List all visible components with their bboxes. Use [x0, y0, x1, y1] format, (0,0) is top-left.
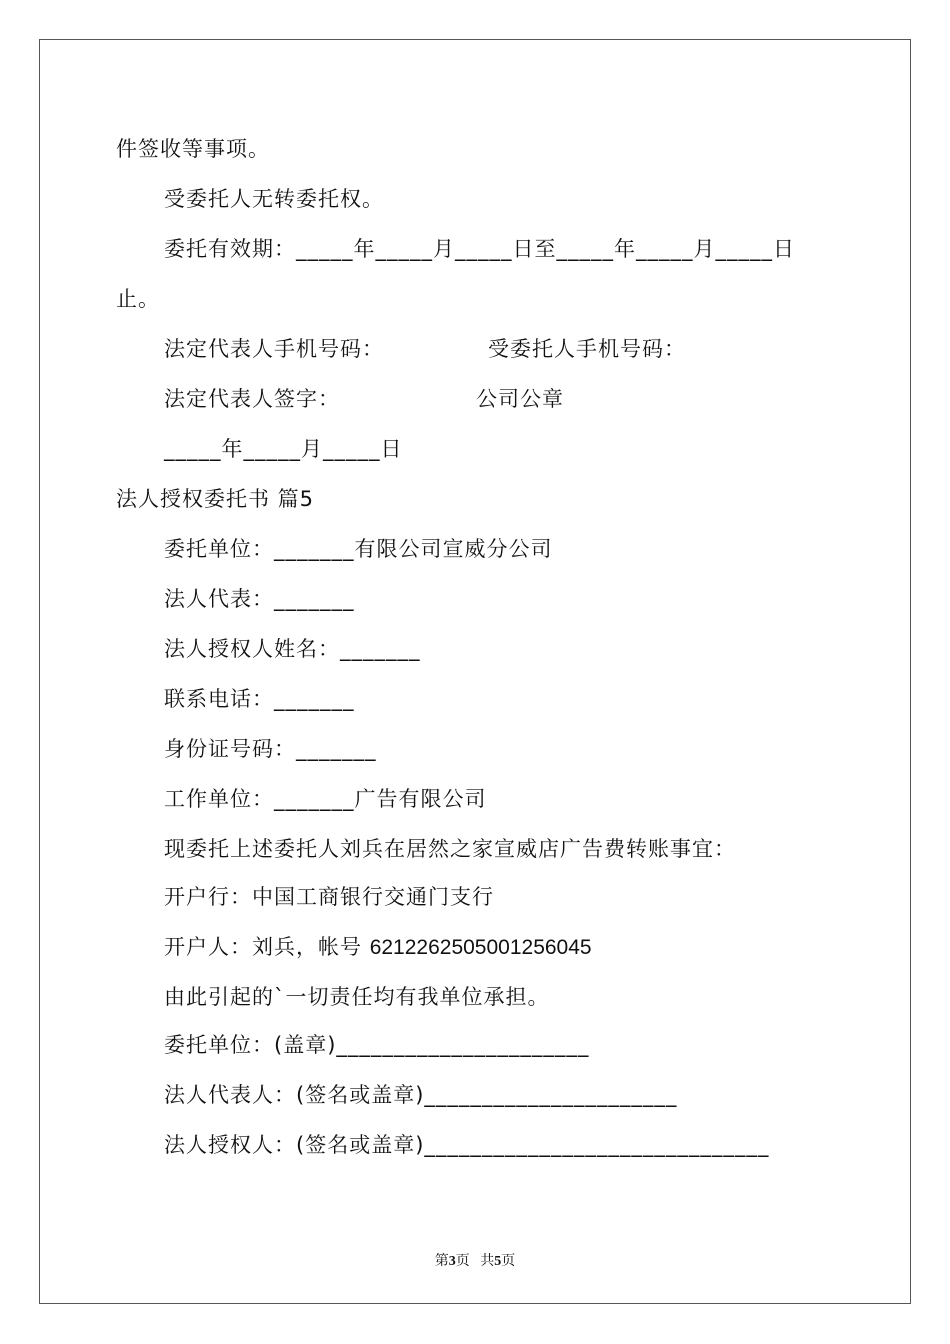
account-number: 6212262505001256045: [369, 936, 592, 959]
company-seal-label: 公司公章: [476, 387, 564, 411]
text-line: 法人代表：_______: [164, 587, 355, 611]
text-line: 法人授权人姓名：_______: [164, 637, 421, 661]
validity-line: 委托有效期：_____年_____月_____日至_____年_____月_____日: [164, 237, 795, 261]
text-line: 身份证号码：_______: [164, 737, 377, 761]
page-frame: [39, 39, 911, 1304]
trustee-phone-label: 受委托人手机号码：: [488, 337, 686, 361]
text-line: 现委托上述委托人刘兵在居然之家宣威店广告费转账事宜：: [164, 837, 736, 861]
footer-page-suffix: 页: [455, 1254, 470, 1269]
text-line: 开户行：中国工商银行交通门支行: [164, 885, 494, 909]
footer-total-prefix: 共: [480, 1254, 495, 1269]
text-line: 委托单位：_______有限公司宣威分公司: [164, 537, 553, 561]
legal-rep-signature-label: 法定代表人签字：: [164, 387, 340, 411]
page-footer: [0, 1250, 950, 1270]
account-holder-label: 开户人：刘兵，帐号: [164, 935, 362, 959]
text-line: 法人授权人：(签名或盖章)______________________________: [164, 1133, 770, 1157]
text-line: 工作单位：_______广告有限公司: [164, 787, 487, 811]
text-line: 联系电话：_______: [164, 687, 355, 711]
legal-rep-phone-label: 法定代表人手机号码：: [164, 337, 384, 361]
footer-total-number: 5: [494, 1254, 502, 1269]
footer-page-number: 3: [448, 1254, 456, 1269]
text-line: 受委托人无转委托权。: [164, 187, 384, 211]
text-line: 件签收等事项。: [116, 137, 270, 161]
account-holder-line: [164, 934, 592, 961]
text-line: 委托单位：(盖章)______________________: [164, 1033, 590, 1057]
footer-total-suffix: 页: [501, 1254, 516, 1269]
text-line: 止。: [116, 287, 160, 311]
footer-page-prefix: 第: [434, 1254, 449, 1269]
text-line: 法人代表人：(签名或盖章)______________________: [164, 1083, 678, 1107]
text-line: 由此引起的`一切责任均有我单位承担。: [164, 985, 550, 1009]
section-title: 法人授权委托书 篇5: [116, 487, 315, 511]
date-line: _____年_____月_____日: [164, 437, 403, 461]
